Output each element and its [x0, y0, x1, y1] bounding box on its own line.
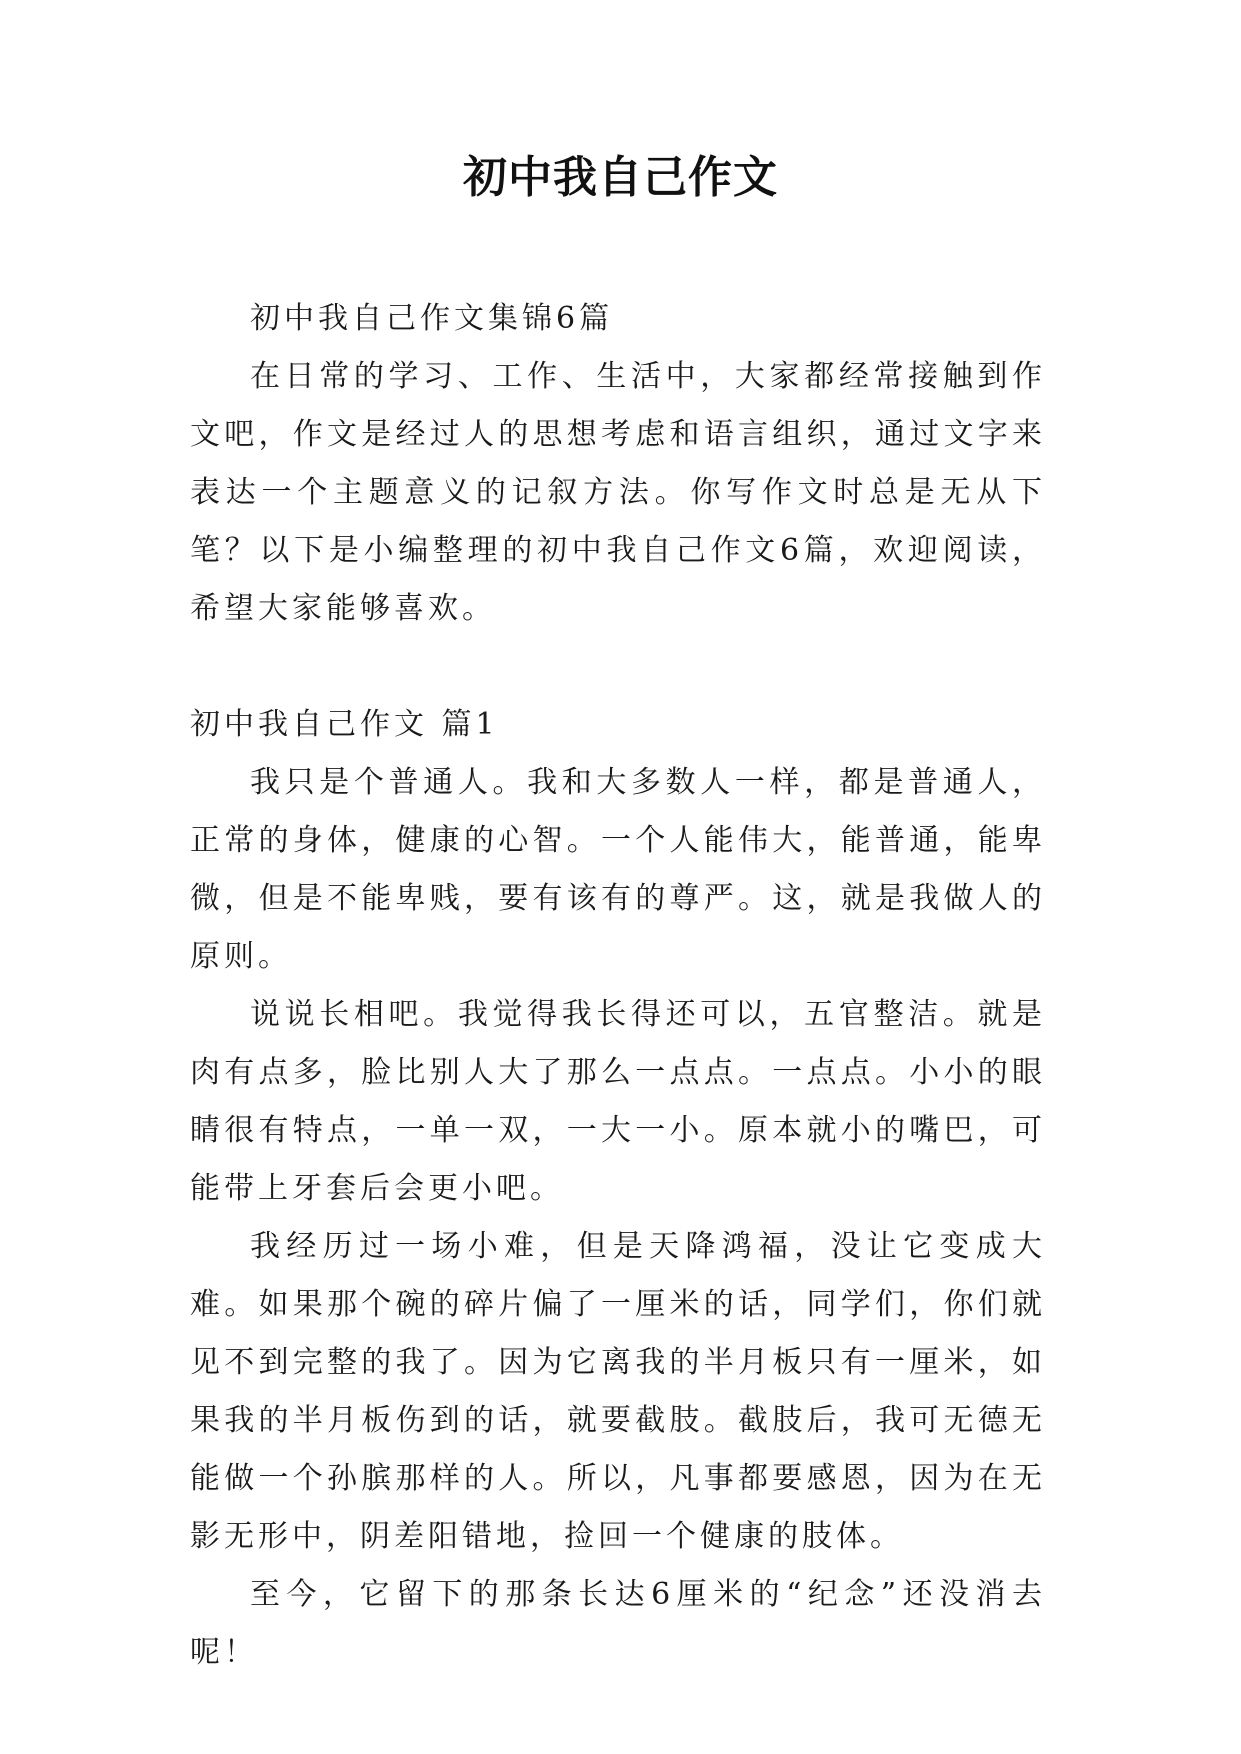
section-spacer: [190, 638, 1046, 696]
section-heading: 初中我自己作文 篇1: [190, 707, 499, 742]
body-paragraph: 至今，它留下的那条长达6厘米的“纪念”还没消去呢！: [190, 1577, 1046, 1670]
document-title: 初中我自己作文: [463, 152, 778, 203]
body-paragraph: 说说长相吧。我觉得我长得还可以，五官整洁。就是肉有点多，脸比别人大了那么一点点。一点点。小小的眼睛很有特点，一单一双，一大一小。原本就小的嘴巴，可能带上牙套后会更小吧。: [190, 997, 1046, 1206]
intro-paragraph: 在日常的学习、工作、生活中，大家都经常接触到作文吧，作文是经过人的思想考虑和语言组织，通过文字来表达一个主题意义的记叙方法。你写作文时总是无从下笔？以下是小编整理的初中我自己作文6篇，欢迎阅读，希望大家能够喜欢。: [190, 359, 1046, 626]
body-paragraph: 我经历过一场小难，但是天降鸿福，没让它变成大难。如果那个碗的碎片偏了一厘米的话，同学们，你们就见不到完整的我了。因为它离我的半月板只有一厘米，如果我的半月板伤到的话，就要截肢。截肢后，我可无德无能做一个孙膑那样的人。所以，凡事都要感恩，因为在无影无形中，阴差阳错地，捡回一个健康的肢体。: [190, 1229, 1046, 1554]
collection-subtitle: 初中我自己作文集锦6篇: [250, 301, 614, 336]
document-body: [190, 290, 1046, 1682]
body-paragraph: 我只是个普通人。我和大多数人一样，都是普通人，正常的身体，健康的心智。一个人能伟大，能普通，能卑微，但是不能卑贱，要有该有的尊严。这，就是我做人的原则。: [190, 765, 1046, 974]
